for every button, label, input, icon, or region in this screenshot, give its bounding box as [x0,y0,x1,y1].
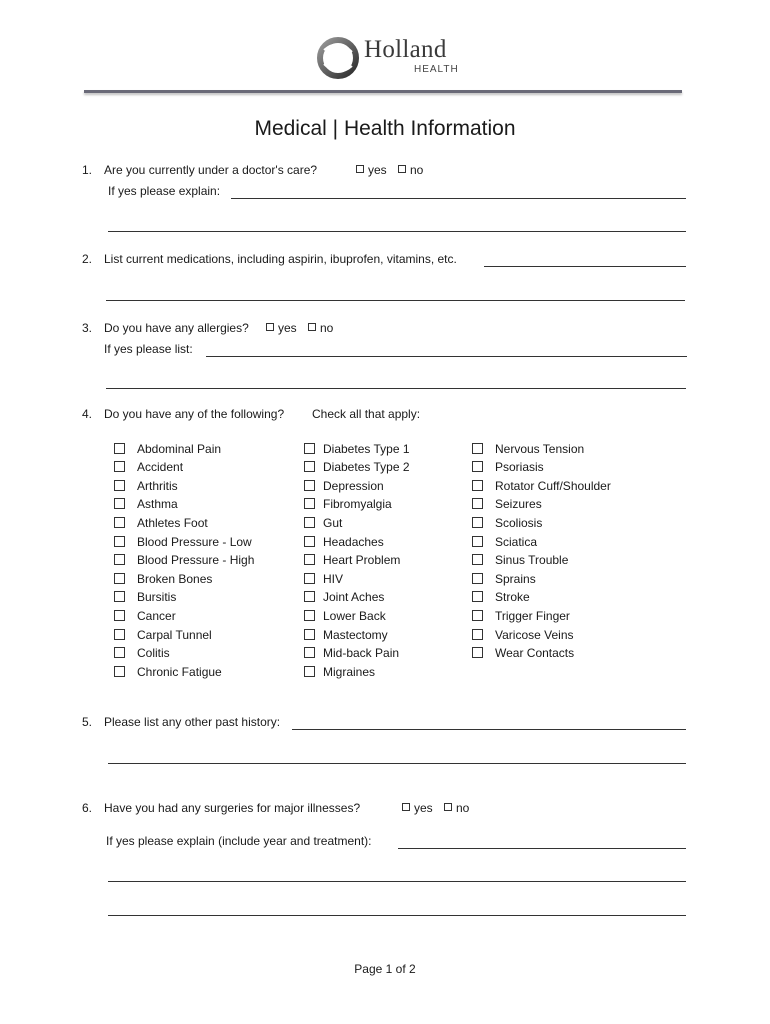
condition-label: Varicose Veins [495,628,574,642]
checkbox-icon [472,573,483,584]
condition-label: Headaches [323,535,384,549]
condition-checkbox[interactable] [114,479,178,493]
checkbox-icon [304,536,315,547]
q6-explain-label: If yes please explain (include year and treatment): [106,834,372,848]
condition-checkbox[interactable] [114,665,222,679]
checkbox-icon [304,591,315,602]
checkbox-icon [114,443,125,454]
condition-checkbox[interactable] [304,609,386,623]
condition-checkbox[interactable] [114,646,170,660]
condition-label: Joint Aches [323,590,385,604]
condition-checkbox[interactable] [304,572,343,586]
checkbox-icon [304,498,315,509]
checkbox-icon [114,461,125,472]
q4-text: Do you have any of the following? [104,407,285,421]
holland-health-logo [314,34,464,82]
checkbox-icon [304,461,315,472]
checkbox-icon [472,517,483,528]
q5-answer-line-2[interactable] [108,763,686,764]
checkbox-icon [472,629,483,640]
condition-checkbox[interactable] [114,553,254,567]
condition-checkbox[interactable] [304,442,410,456]
q2-number: 2. [82,252,93,266]
header-rule [84,90,682,93]
q6-yes-label: yes [414,801,433,815]
checkbox-icon [304,480,315,491]
checkbox-icon [114,666,125,677]
q1-explain-line[interactable] [231,198,686,199]
logo-subtitle: HEALTH [414,64,459,75]
q5-text: Please list any other past history: [104,715,281,729]
q3-yes-label: yes [278,321,297,335]
checkbox-icon [114,517,125,528]
checkbox-icon [472,591,483,602]
condition-checkbox[interactable] [114,590,176,604]
checkbox-icon [304,610,315,621]
condition-label: Sprains [495,572,536,586]
condition-checkbox[interactable] [304,479,384,493]
condition-label: Abdominal Pain [137,442,222,456]
condition-checkbox[interactable] [304,516,342,530]
condition-label: Nervous Tension [495,442,585,456]
q1-text: Are you currently under a doctor's care? [104,163,318,177]
checkbox-icon [444,803,452,811]
checkbox-icon [356,165,364,173]
condition-label: Mid-back Pain [323,646,400,660]
condition-label: Blood Pressure - High [137,553,255,567]
q2-answer-line[interactable] [484,266,686,267]
q1-explain-label: If yes please explain: [108,184,221,198]
q5-number: 5. [82,715,93,729]
checkbox-icon [472,610,483,621]
q3-explain-label: If yes please list: [104,342,193,356]
q6-explain-line-2[interactable] [108,881,686,882]
checkbox-icon [304,554,315,565]
condition-label: Stroke [495,590,530,604]
checkbox-icon [114,554,125,565]
q6-text: Have you had any surgeries for major illnesses? [104,801,361,815]
checkbox-icon [114,629,125,640]
checkbox-icon [304,517,315,528]
condition-checkbox[interactable] [472,609,570,623]
checkbox-icon [472,536,483,547]
checkbox-icon [472,647,483,658]
checkbox-icon [308,323,316,331]
checkbox-icon [472,554,483,565]
q3-yes-option[interactable] [266,321,297,335]
q2-answer-line-2[interactable] [106,300,685,301]
condition-checkbox[interactable] [472,572,536,586]
condition-label: Lower Back [323,609,386,623]
condition-label: Wear Contacts [495,646,575,660]
checkbox-icon [114,573,125,584]
condition-checkbox[interactable] [472,590,530,604]
condition-label: Depression [323,479,384,493]
page-number: Page 1 of 2 [354,962,416,976]
q3-text: Do you have any allergies? [104,321,249,335]
condition-label: Heart Problem [323,553,401,567]
condition-label: Athletes Foot [137,516,208,530]
condition-label: Rotator Cuff/Shoulder [495,479,611,493]
condition-label: Blood Pressure - Low [137,535,252,549]
condition-checkbox[interactable] [472,442,584,456]
q3-no-option[interactable] [308,321,333,335]
q6-yes-option[interactable] [402,801,433,815]
checkbox-icon [266,323,274,331]
condition-checkbox[interactable] [304,646,399,660]
condition-label: Sciatica [495,535,538,549]
q6-number: 6. [82,801,93,815]
condition-checkbox[interactable] [114,609,176,623]
checkbox-icon [304,666,315,677]
condition-label: Seizures [495,497,542,511]
q6-no-option[interactable] [444,801,469,815]
q6-explain-line-3[interactable] [108,915,686,916]
q1-no-label: no [410,163,424,177]
condition-checkbox[interactable] [472,646,574,660]
q1-number: 1. [82,163,93,177]
condition-label: Colitis [137,646,170,660]
q6-no-label: no [456,801,470,815]
q3-number: 3. [82,321,93,335]
checkbox-icon [114,591,125,602]
condition-label: Broken Bones [137,572,213,586]
swirl-logo-icon [314,34,362,82]
condition-checkbox[interactable] [472,628,574,642]
condition-checkbox[interactable] [304,553,400,567]
condition-checkbox[interactable] [304,460,410,474]
checkbox-icon [114,647,125,658]
q2-text: List current medications, including aspirin, ibuprofen, vitamins, etc. [104,252,457,266]
condition-checkbox[interactable] [114,516,208,530]
q3-explain-line[interactable] [206,356,687,357]
checkbox-icon [304,647,315,658]
condition-checkbox[interactable] [304,497,392,511]
checkbox-icon [472,480,483,491]
q3-no-label: no [320,321,334,335]
checkbox-icon [304,629,315,640]
condition-label: Gut [323,516,343,530]
condition-label: Carpal Tunnel [137,628,212,642]
checkbox-icon [114,610,125,621]
q1-no-option[interactable] [398,163,423,177]
checkbox-icon [472,498,483,509]
q3-explain-line-2[interactable] [106,388,686,389]
q4-hint: Check all that apply: [312,407,421,421]
checkbox-icon [114,536,125,547]
condition-label: Migraines [323,665,376,679]
page-title: Medical | Health Information [254,117,516,140]
condition-label: Psoriasis [495,460,544,474]
condition-label: Mastectomy [323,628,388,642]
condition-label: Chronic Fatigue [137,665,222,679]
condition-label: Scoliosis [495,516,543,530]
condition-checkbox[interactable] [472,516,542,530]
condition-checkbox[interactable] [114,628,212,642]
condition-checkbox[interactable] [114,442,221,456]
condition-label: Fibromyalgia [323,497,392,511]
q1-explain-line-2[interactable] [108,231,686,232]
condition-label: Accident [137,460,184,474]
checkbox-icon [114,480,125,491]
condition-checkbox[interactable] [472,535,537,549]
checkbox-icon [402,803,410,811]
condition-checkbox[interactable] [114,572,212,586]
checkbox-icon [304,573,315,584]
condition-checkbox[interactable] [304,590,384,604]
condition-checkbox[interactable] [114,497,178,511]
checkbox-icon [472,443,483,454]
q1-yes-label: yes [368,163,387,177]
condition-checkbox[interactable] [114,460,183,474]
condition-label: Diabetes Type 1 [323,442,410,456]
q5-answer-line[interactable] [292,729,686,730]
condition-label: HIV [323,572,344,586]
condition-checkbox[interactable] [304,628,388,642]
condition-checkbox[interactable] [472,460,544,474]
condition-checkbox[interactable] [304,665,375,679]
q1-yes-option[interactable] [356,163,387,177]
condition-label: Arthritis [137,479,178,493]
condition-checkbox[interactable] [114,535,252,549]
checkbox-icon [472,461,483,472]
condition-label: Asthma [137,497,178,511]
condition-checkbox[interactable] [304,535,384,549]
condition-label: Cancer [137,609,176,623]
condition-checkbox[interactable] [472,553,568,567]
condition-label: Bursitis [137,590,177,604]
condition-label: Sinus Trouble [495,553,569,567]
checkbox-icon [304,443,315,454]
checkbox-icon [398,165,406,173]
checkbox-icon [114,498,125,509]
condition-label: Diabetes Type 2 [323,460,410,474]
condition-checkbox[interactable] [472,479,611,493]
logo-wordmark: Holland [364,36,447,63]
condition-checkbox[interactable] [472,497,542,511]
q4-number: 4. [82,407,93,421]
condition-label: Trigger Finger [495,609,570,623]
q6-explain-line[interactable] [398,848,686,849]
